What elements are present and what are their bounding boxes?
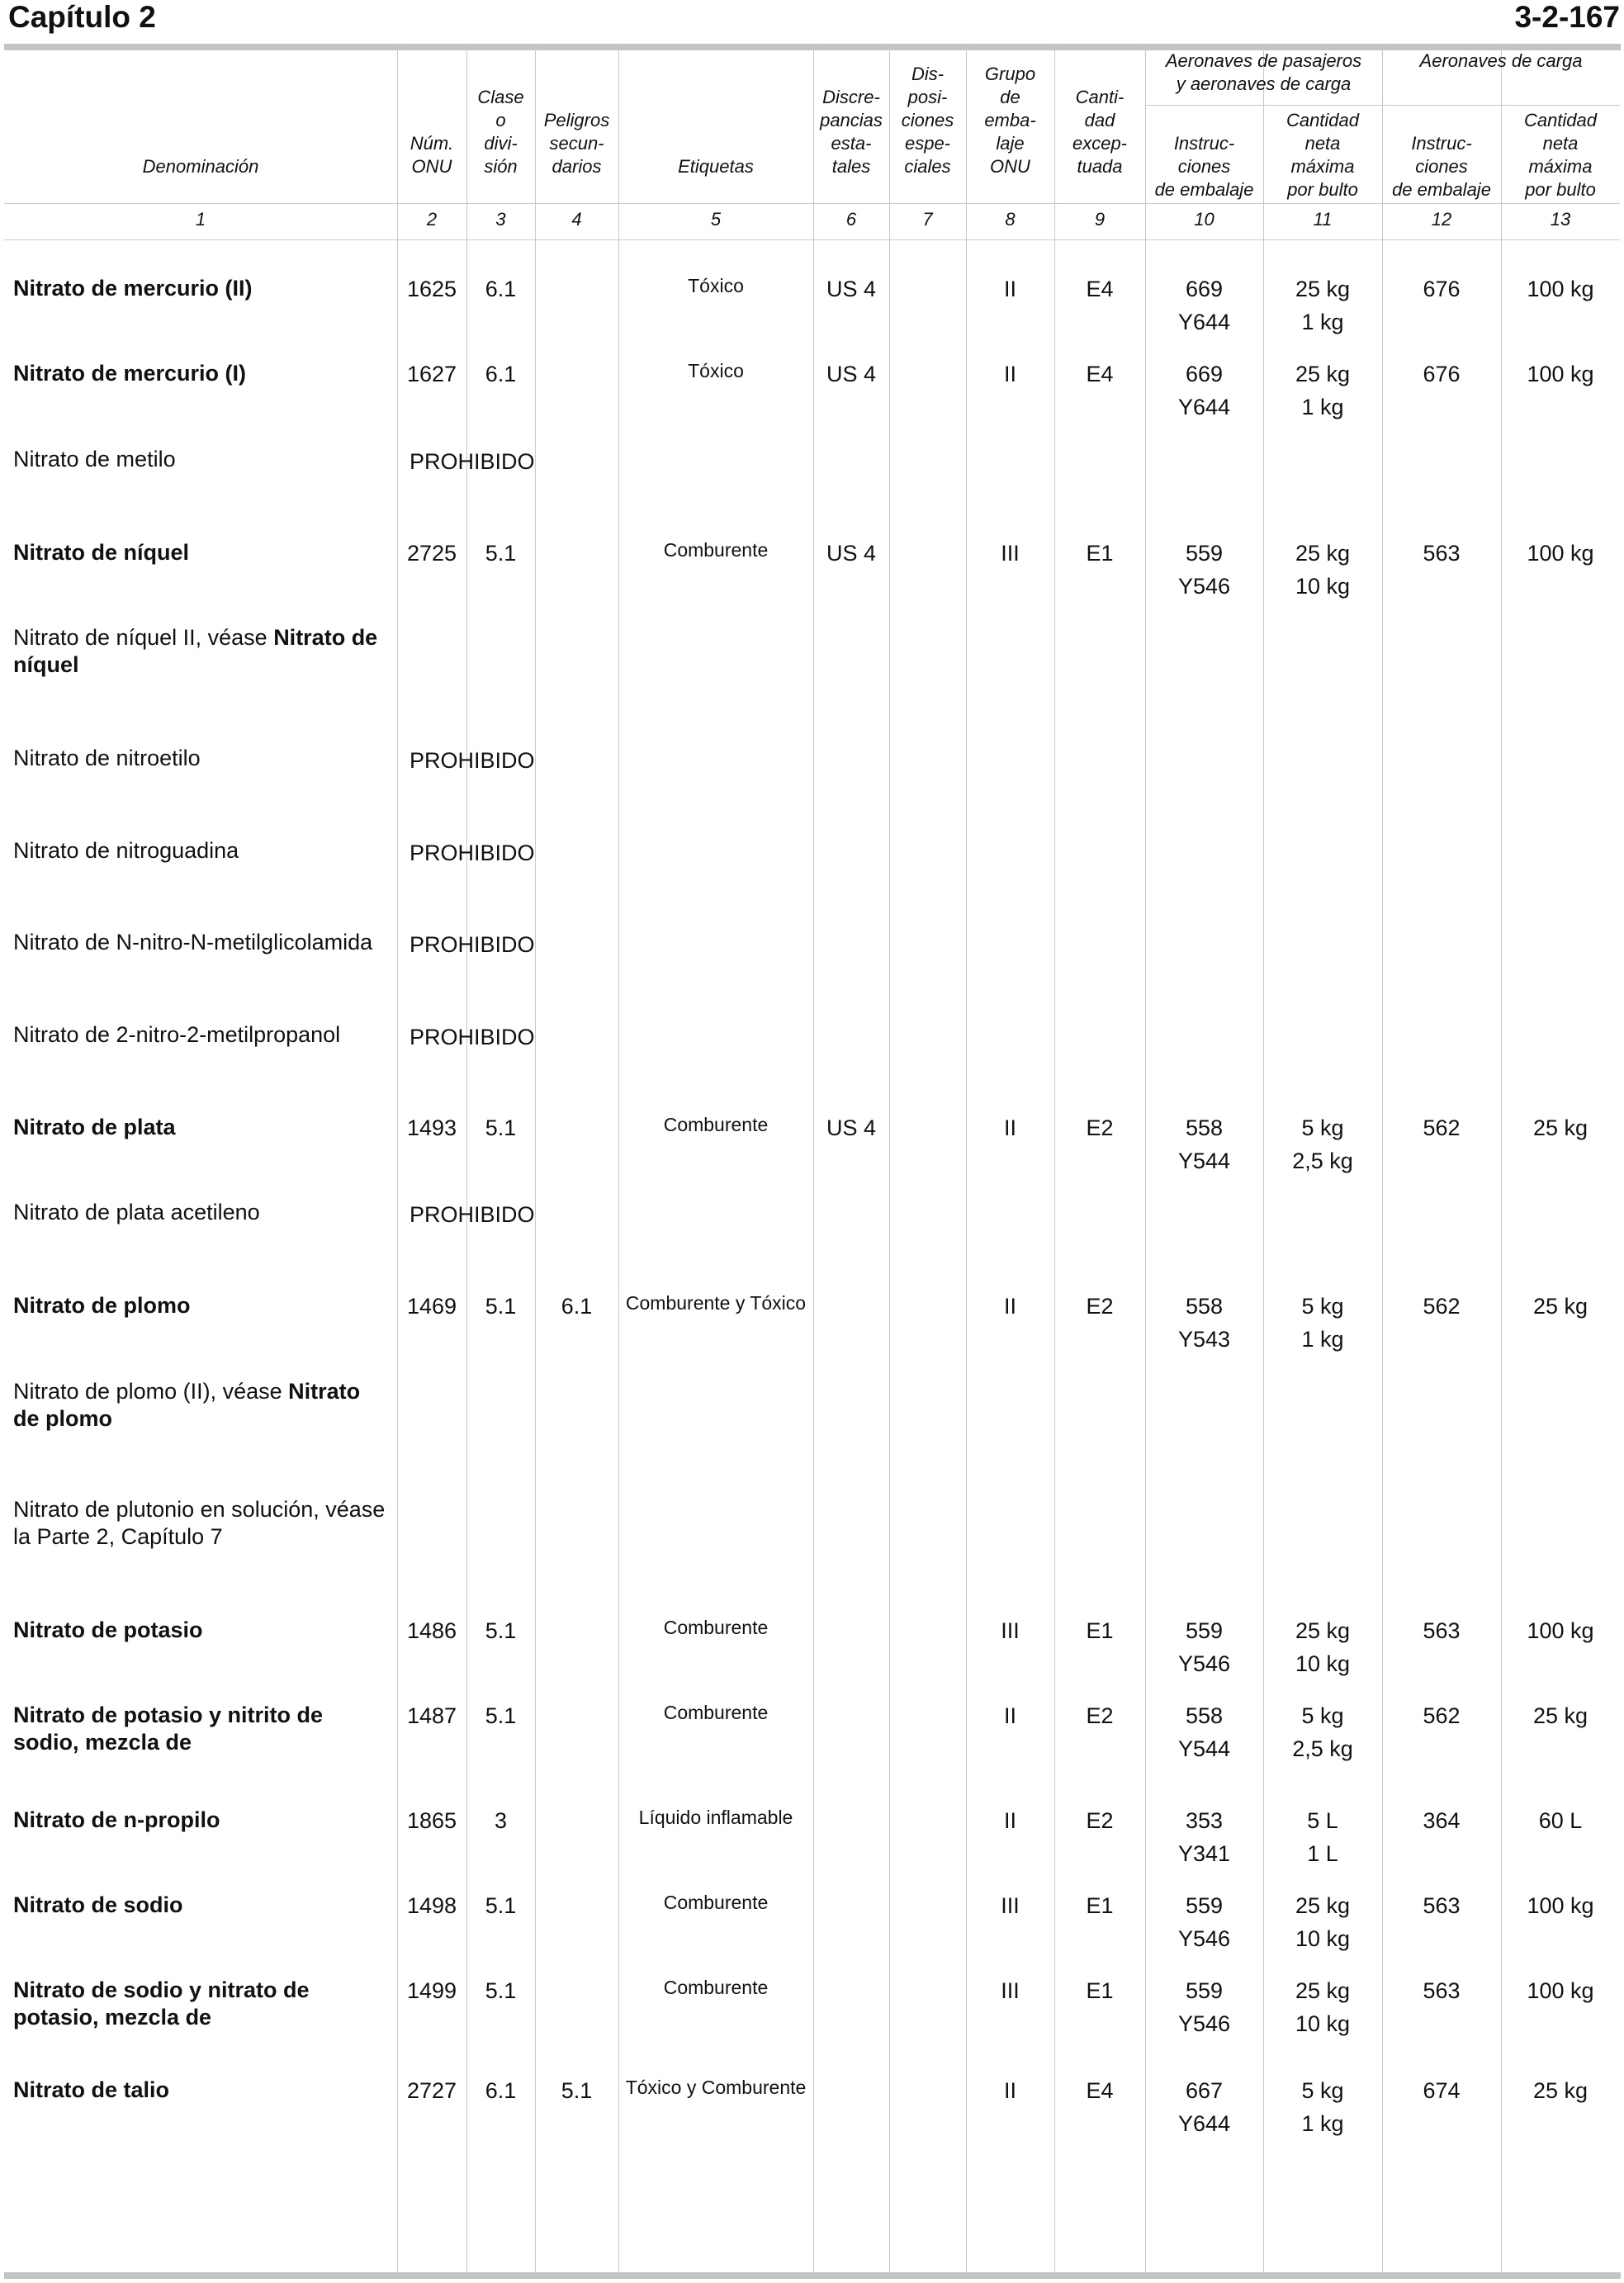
- excepted-quantity: E4: [1086, 362, 1114, 386]
- col-header-etiquetas: [618, 155, 813, 178]
- packing-instruction-pax-ltd: Y546: [1177, 574, 1231, 599]
- row-name-text: Nitrato de nitroetilo: [13, 746, 201, 770]
- max-net-qty-cargo: 100 kg: [1527, 541, 1594, 566]
- col-header-denominacion-line: Denominación: [142, 156, 259, 177]
- hazard-label: Tóxico y Comburente: [625, 2077, 807, 2098]
- column-number: 10: [1194, 209, 1214, 230]
- col-header-discrepancias-line: tales: [831, 156, 871, 177]
- max-net-qty-cargo: 25 kg: [1532, 1115, 1588, 1140]
- class-division: 6.1: [485, 362, 517, 386]
- group-header-pasajeros-line: y aeronaves de carga: [1176, 73, 1352, 94]
- max-net-qty-pax: 5 kg: [1301, 2078, 1344, 2103]
- row-name-bold: Nitrato de mercurio (II): [13, 276, 253, 301]
- number-row-divider: [4, 239, 1620, 240]
- col-header-instrucciones-line: ciones: [1177, 156, 1231, 177]
- col-header-instrucciones-carga-line: Instruc-: [1411, 133, 1472, 154]
- column-number: 4: [571, 209, 582, 230]
- un-number: 1486: [406, 1618, 457, 1643]
- packing-instruction-pax: 558: [1185, 1703, 1224, 1728]
- packing-instruction-pax: 669: [1185, 277, 1224, 301]
- col-header-grupo-line: laje: [996, 133, 1025, 154]
- max-net-qty-pax-ltd: 1 kg: [1301, 2111, 1344, 2136]
- hazard-label: Líquido inflamable: [638, 1807, 793, 1828]
- prohibited-text: PROHIBIDO: [410, 841, 535, 865]
- max-net-qty-pax-ltd: 1 L: [1307, 1841, 1338, 1866]
- packing-instruction-cargo: 563: [1423, 1978, 1461, 2003]
- packing-instruction-cargo: 562: [1423, 1294, 1461, 1319]
- hazard-label: Tóxico: [688, 360, 744, 381]
- col-header-num-onu: [397, 132, 466, 178]
- col-header-denominacion: [4, 155, 397, 178]
- row-name-text: Nitrato de 2-nitro-2-metilpropanol: [13, 1022, 341, 1047]
- packing-instruction-pax: 559: [1185, 1978, 1224, 2003]
- col-header-instrucciones-line: de embalaje: [1154, 179, 1254, 200]
- packing-instruction-pax-ltd: Y543: [1177, 1327, 1231, 1352]
- col-header-discrepancias-line: esta-: [831, 133, 872, 154]
- packing-instruction-pax: 559: [1185, 1618, 1224, 1643]
- group-header-pasajeros-line: Aeronaves de pasajeros: [1165, 50, 1362, 71]
- packing-group: II: [1003, 1703, 1016, 1728]
- col-header-cantidad: [1054, 86, 1145, 178]
- row-name: [13, 1114, 389, 1141]
- excepted-quantity: E1: [1086, 541, 1114, 566]
- hazard-label: Tóxico: [688, 275, 744, 296]
- row-name-text: Nitrato de N-nitro-N-metilglicolamida: [13, 930, 373, 954]
- excepted-quantity: E1: [1086, 1978, 1114, 2003]
- col-header-clase-line: sión: [484, 156, 518, 177]
- row-name-text: Nitrato de nitroguadina: [13, 838, 239, 863]
- col-header-peligros-line: secun-: [549, 133, 604, 154]
- un-number: 2727: [406, 2078, 457, 2103]
- un-number: 1487: [406, 1703, 457, 1728]
- col-header-disposiciones-line: Dis-: [911, 64, 945, 84]
- row-name-text: Nitrato de níquel II, véase: [13, 625, 274, 650]
- column-number: 11: [1313, 209, 1333, 230]
- row-name: [13, 1292, 389, 1319]
- col-header-instrucciones-carga-line: de embalaje: [1392, 179, 1491, 200]
- col-header-grupo-line: Grupo: [984, 64, 1036, 84]
- packing-instruction-pax: 559: [1185, 541, 1224, 566]
- col-header-cantidad-line: Canti-: [1075, 87, 1124, 107]
- row-name-bold: Nitrato de sodio: [13, 1892, 183, 1917]
- max-net-qty-pax-ltd: 1 kg: [1301, 395, 1344, 419]
- class-division: 5.1: [485, 1978, 517, 2003]
- packing-instruction-pax-ltd: Y546: [1177, 1651, 1231, 1676]
- prohibited-text: PROHIBIDO: [410, 932, 535, 957]
- packing-group: II: [1003, 2078, 1016, 2103]
- excepted-quantity: E4: [1086, 277, 1114, 301]
- row-name: [13, 539, 389, 566]
- col-header-etiquetas-line: Etiquetas: [678, 156, 754, 177]
- max-net-qty-cargo: 100 kg: [1527, 1618, 1594, 1643]
- packing-instruction-pax: 667: [1185, 2078, 1224, 2103]
- row-name: [13, 446, 389, 473]
- packing-instruction-pax-ltd: Y644: [1177, 310, 1231, 334]
- column-divider: [889, 46, 890, 2273]
- row-name: [13, 1892, 389, 1919]
- max-net-qty-cargo: 100 kg: [1527, 277, 1594, 301]
- row-name-bold: Nitrato de potasio y nitrito de sodio, mezcla de: [13, 1703, 324, 1755]
- state-variation: US 4: [826, 1115, 877, 1140]
- row-name: [13, 2077, 389, 2104]
- row-name-bold: Nitrato de sodio y nitrato de potasio, mezcla de: [13, 1977, 310, 2030]
- un-number: 1499: [406, 1978, 457, 2003]
- max-net-qty-pax: 25 kg: [1295, 541, 1351, 566]
- col-header-peligros: [535, 109, 618, 178]
- row-name-text: Nitrato de metilo: [13, 447, 176, 471]
- max-net-qty-pax: 5 kg: [1301, 1294, 1344, 1319]
- class-division: 5.1: [485, 541, 517, 566]
- col-header-disposiciones-line: espe-: [904, 133, 951, 154]
- col-header-clase-line: divi-: [484, 133, 518, 154]
- packing-group: III: [1001, 1978, 1020, 2003]
- col-header-num-onu-line: Núm.: [410, 133, 454, 154]
- excepted-quantity: E4: [1086, 2078, 1114, 2103]
- packing-instruction-cargo: 563: [1423, 1893, 1461, 1918]
- max-net-qty-pax: 25 kg: [1295, 1978, 1351, 2003]
- hazard-label: Comburente: [663, 1114, 769, 1135]
- col-header-grupo: [966, 63, 1054, 178]
- column-number: 2: [426, 209, 438, 230]
- column-number: 13: [1550, 209, 1571, 230]
- row-name-text: Nitrato de plomo (II), véase: [13, 1379, 289, 1404]
- excepted-quantity: E2: [1086, 1115, 1114, 1140]
- header-bottom-divider: [4, 203, 1620, 204]
- row-name: [13, 837, 389, 864]
- row-name-bold: Nitrato de mercurio (I): [13, 361, 247, 386]
- row-name-bold: Nitrato de talio: [13, 2077, 170, 2102]
- col-header-discrepancias-line: pancias: [820, 110, 883, 130]
- row-name-bold: Nitrato de plomo: [13, 1293, 191, 1318]
- col-header-disposiciones-line: posi-: [907, 87, 948, 107]
- packing-group: III: [1001, 541, 1020, 566]
- max-net-qty-cargo: 25 kg: [1532, 2078, 1588, 2103]
- group-header-divider: [1145, 105, 1620, 106]
- packing-instruction-pax: 558: [1185, 1115, 1224, 1140]
- column-number: 6: [845, 209, 857, 230]
- col-header-disposiciones: [889, 63, 966, 178]
- max-net-qty-pax-ltd: 1 kg: [1301, 310, 1344, 334]
- column-number: 3: [495, 209, 506, 230]
- packing-instruction-pax-ltd: Y644: [1177, 2111, 1231, 2136]
- col-header-discrepancias-line: Discre-: [822, 87, 880, 107]
- col-header-cantidad-neta-carga-line: por bulto: [1525, 179, 1596, 200]
- state-variation: US 4: [826, 277, 877, 301]
- group-header-pasajeros: [1145, 50, 1382, 96]
- group-header-carga: Aeronaves de carga: [1419, 50, 1583, 71]
- row-name: [13, 929, 389, 956]
- packing-instruction-cargo: 562: [1423, 1703, 1461, 1728]
- un-number: 1493: [406, 1115, 457, 1140]
- hazard-label: Comburente y Tóxico: [625, 1292, 807, 1314]
- row-name-bold: Nitrato de n-propilo: [13, 1807, 220, 1832]
- col-header-cantidad-neta-carga-line: máxima: [1528, 156, 1593, 177]
- max-net-qty-pax-ltd: 10 kg: [1295, 1926, 1351, 1951]
- col-header-cantidad-neta-carga: [1501, 109, 1620, 201]
- col-header-cantidad-neta-carga-line: Cantidad: [1523, 110, 1598, 130]
- row-name: [13, 1702, 389, 1756]
- row-name-text: Nitrato de plata acetileno: [13, 1200, 260, 1224]
- col-header-instrucciones-line: Instruc-: [1173, 133, 1235, 154]
- hazard-label: Comburente: [663, 1892, 769, 1913]
- col-header-instrucciones-carga-line: ciones: [1415, 156, 1468, 177]
- un-number: 1865: [406, 1808, 457, 1833]
- col-header-clase-line: Clase: [477, 87, 524, 107]
- packing-instruction-pax: 558: [1185, 1294, 1224, 1319]
- packing-instruction-pax-ltd: Y544: [1177, 1149, 1231, 1173]
- bottom-rule: [4, 2272, 1621, 2279]
- column-number: 8: [1005, 209, 1016, 230]
- max-net-qty-pax-ltd: 2,5 kg: [1292, 1736, 1353, 1761]
- class-division: 5.1: [485, 1115, 517, 1140]
- col-header-cantidad-neta-line: por bulto: [1287, 179, 1358, 200]
- col-header-peligros-line: darios: [552, 156, 602, 177]
- packing-instruction-pax-ltd: Y546: [1177, 2011, 1231, 2036]
- max-net-qty-pax: 25 kg: [1295, 1618, 1351, 1643]
- col-header-cantidad-neta-line: máxima: [1290, 156, 1355, 177]
- max-net-qty-pax: 5 L: [1307, 1808, 1338, 1833]
- max-net-qty-cargo: 100 kg: [1527, 1893, 1594, 1918]
- col-header-instrucciones: [1145, 132, 1263, 201]
- row-name: [13, 1199, 389, 1226]
- column-divider: [535, 46, 536, 2273]
- row-name: [13, 1617, 389, 1644]
- row-name: [13, 360, 389, 387]
- packing-instruction-pax: 669: [1185, 362, 1224, 386]
- packing-instruction-pax-ltd: Y546: [1177, 1926, 1231, 1951]
- row-name-bold: Nitrato de potasio: [13, 1618, 203, 1642]
- packing-instruction-cargo: 562: [1423, 1115, 1461, 1140]
- packing-instruction-pax-ltd: Y544: [1177, 1736, 1231, 1761]
- row-name: [13, 745, 389, 772]
- col-header-cantidad-line: dad: [1084, 110, 1115, 130]
- hazard-label: Comburente: [663, 539, 769, 561]
- row-name: [13, 624, 389, 679]
- packing-instruction-pax-ltd: Y644: [1177, 395, 1231, 419]
- subsidiary-hazard: 5.1: [561, 2078, 593, 2103]
- max-net-qty-pax: 25 kg: [1295, 1893, 1351, 1918]
- col-header-cantidad-neta-line: Cantidad: [1285, 110, 1360, 130]
- packing-instruction-cargo: 676: [1423, 277, 1461, 301]
- packing-instruction-cargo: 676: [1423, 362, 1461, 386]
- row-name-text: Nitrato de plutonio en solución, véase la Parte 2, Capítulo 7: [13, 1497, 386, 1549]
- max-net-qty-cargo: 100 kg: [1527, 362, 1594, 386]
- max-net-qty-cargo: 25 kg: [1532, 1703, 1588, 1728]
- col-header-cantidad-neta: [1263, 109, 1382, 201]
- max-net-qty-pax: 5 kg: [1301, 1703, 1344, 1728]
- col-header-cantidad-neta-carga-line: neta: [1542, 133, 1579, 154]
- column-number: 5: [710, 209, 722, 230]
- excepted-quantity: E1: [1086, 1893, 1114, 1918]
- state-variation: US 4: [826, 541, 877, 566]
- col-header-cantidad-line: tuada: [1077, 156, 1123, 177]
- column-number: 1: [195, 209, 206, 230]
- prohibited-text: PROHIBIDO: [410, 1025, 535, 1049]
- col-header-clase-line: o: [495, 110, 506, 130]
- packing-group: II: [1003, 1294, 1016, 1319]
- prohibited-text: PROHIBIDO: [410, 1202, 535, 1227]
- packing-instruction-cargo: 563: [1423, 1618, 1461, 1643]
- row-name: [13, 1977, 389, 2031]
- column-number: 7: [922, 209, 933, 230]
- class-division: 5.1: [485, 1703, 517, 1728]
- excepted-quantity: E2: [1086, 1703, 1114, 1728]
- row-name: [13, 1021, 389, 1049]
- col-header-disposiciones-line: ciones: [901, 110, 954, 130]
- col-header-cantidad-neta-line: neta: [1304, 133, 1341, 154]
- un-number: 1469: [406, 1294, 457, 1319]
- col-header-disposiciones-line: ciales: [904, 156, 951, 177]
- row-name: [13, 275, 389, 302]
- hazard-label: Comburente: [663, 1977, 769, 1998]
- column-number: 9: [1094, 209, 1106, 230]
- class-division: 5.1: [485, 1618, 517, 1643]
- row-name: [13, 1378, 389, 1433]
- col-header-instrucciones-carga: [1382, 132, 1501, 201]
- col-header-num-onu-line: ONU: [411, 156, 452, 177]
- max-net-qty-pax: 5 kg: [1301, 1115, 1344, 1140]
- col-header-grupo-line: de: [1000, 87, 1020, 107]
- col-header-clase: [466, 86, 535, 178]
- un-number: 2725: [406, 541, 457, 566]
- state-variation: US 4: [826, 362, 877, 386]
- un-number: 1625: [406, 277, 457, 301]
- class-division: 5.1: [485, 1893, 517, 1918]
- packing-instruction-pax-ltd: Y341: [1177, 1841, 1231, 1866]
- max-net-qty-cargo: 60 L: [1538, 1808, 1583, 1833]
- max-net-qty-cargo: 25 kg: [1532, 1294, 1588, 1319]
- column-number: 12: [1431, 209, 1452, 230]
- prohibited-text: PROHIBIDO: [410, 748, 535, 773]
- max-net-qty-pax-ltd: 10 kg: [1295, 2011, 1351, 2036]
- excepted-quantity: E1: [1086, 1618, 1114, 1643]
- row-name: [13, 1807, 389, 1834]
- col-header-grupo-line: ONU: [990, 156, 1030, 177]
- class-division: 5.1: [485, 1294, 517, 1319]
- max-net-qty-cargo: 100 kg: [1527, 1978, 1594, 2003]
- page-number: 3-2-167: [1514, 0, 1620, 34]
- max-net-qty-pax-ltd: 1 kg: [1301, 1327, 1344, 1352]
- packing-instruction-cargo: 674: [1423, 2078, 1461, 2103]
- prohibited-text: PROHIBIDO: [410, 449, 535, 474]
- row-name: [13, 1496, 389, 1551]
- row-name-ref: Nitrato de níquel: [13, 625, 378, 677]
- packing-group: III: [1001, 1893, 1020, 1918]
- col-header-cantidad-line: excep-: [1072, 133, 1128, 154]
- row-name-ref: Nitrato de plomo: [13, 1379, 361, 1431]
- col-header-grupo-line: emba-: [984, 110, 1036, 130]
- packing-group: II: [1003, 1115, 1016, 1140]
- col-header-discrepancias: [813, 86, 889, 178]
- row-name-bold: Nitrato de níquel: [13, 540, 190, 565]
- subsidiary-hazard: 6.1: [561, 1294, 593, 1319]
- max-net-qty-pax: 25 kg: [1295, 277, 1351, 301]
- packing-instruction-cargo: 364: [1423, 1808, 1461, 1833]
- class-division: 6.1: [485, 2078, 517, 2103]
- packing-instruction-cargo: 563: [1423, 541, 1461, 566]
- packing-group: III: [1001, 1618, 1020, 1643]
- hazard-label: Comburente: [663, 1617, 769, 1638]
- packing-group: II: [1003, 1808, 1016, 1833]
- max-net-qty-pax-ltd: 10 kg: [1295, 1651, 1351, 1676]
- class-division: 3: [494, 1808, 508, 1833]
- excepted-quantity: E2: [1086, 1808, 1114, 1833]
- max-net-qty-pax-ltd: 10 kg: [1295, 574, 1351, 599]
- un-number: 1627: [406, 362, 457, 386]
- hazard-label: Comburente: [663, 1702, 769, 1723]
- class-division: 6.1: [485, 277, 517, 301]
- packing-group: II: [1003, 277, 1016, 301]
- max-net-qty-pax-ltd: 2,5 kg: [1292, 1149, 1353, 1173]
- row-name-bold: Nitrato de plata: [13, 1115, 176, 1139]
- packing-group: II: [1003, 362, 1016, 386]
- max-net-qty-pax: 25 kg: [1295, 362, 1351, 386]
- un-number: 1498: [406, 1893, 457, 1918]
- packing-instruction-pax: 353: [1185, 1808, 1224, 1833]
- excepted-quantity: E2: [1086, 1294, 1114, 1319]
- col-header-peligros-line: Peligros: [543, 110, 610, 130]
- packing-instruction-pax: 559: [1185, 1893, 1224, 1918]
- chapter-title: Capítulo 2: [8, 0, 156, 34]
